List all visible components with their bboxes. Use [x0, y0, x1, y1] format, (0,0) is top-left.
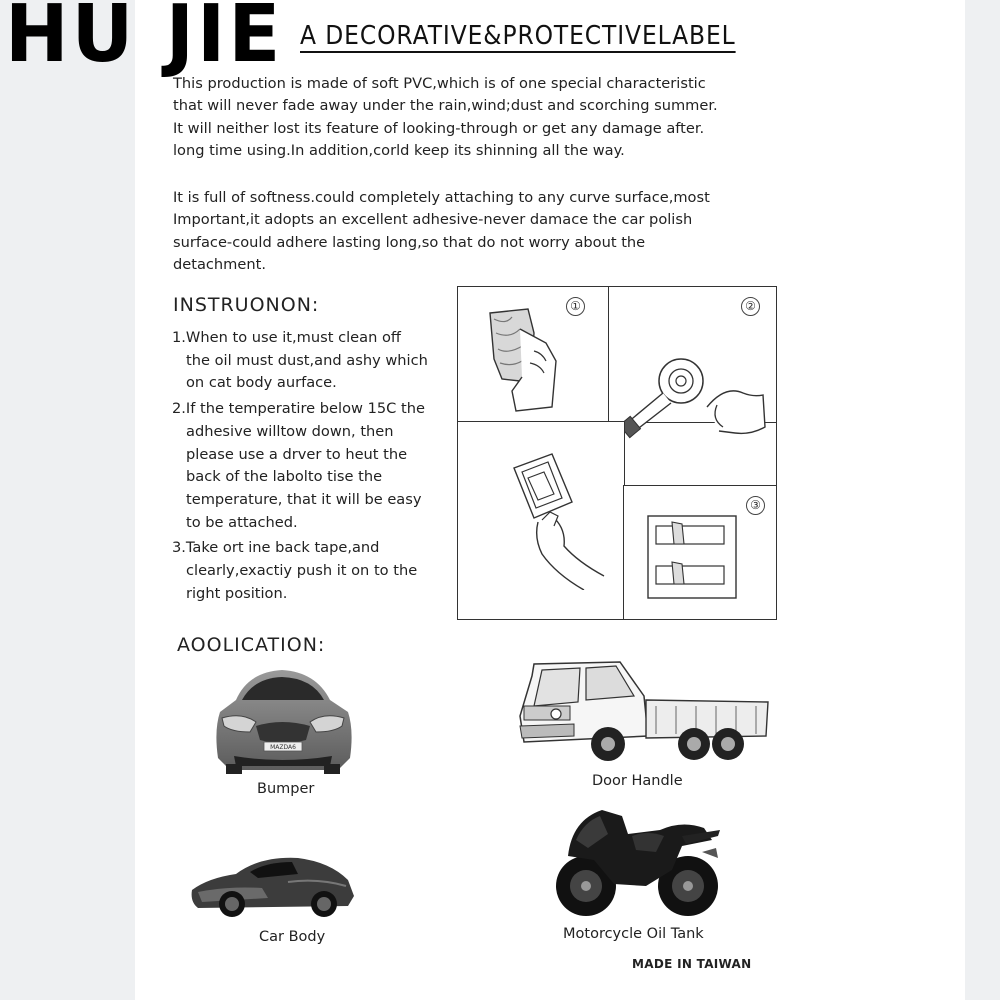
body-paragraph	[173, 187, 773, 277]
step-line: 1.When to use it,must clean off	[172, 329, 401, 346]
step-number-3: ③	[746, 496, 765, 515]
pickup-truck-image	[516, 656, 770, 768]
caption-motorcycle: Motorcycle Oil Tank	[563, 926, 704, 942]
application-heading: AOOLICATION:	[177, 634, 326, 656]
caption-car-body: Car Body	[259, 929, 326, 945]
step-3	[172, 537, 457, 605]
hair-dryer-icon	[613, 327, 773, 447]
step-line: the oil must dust,and ashy which	[186, 351, 428, 369]
peeling-label-icon	[508, 450, 618, 590]
brand-watermark: HU JIE	[5, 0, 284, 81]
intro-line: long time using.In addition,corld keep its shinning all the way.	[173, 142, 625, 160]
body-line: surface-could adhere lasting long,so that do not worry about the	[173, 233, 646, 251]
step-line: 2.If the temperatire below 15C the	[172, 400, 425, 418]
intro-line: This production is made of soft PVC,which is of one special characteristic	[173, 75, 706, 92]
diagram-panel-heat	[608, 286, 777, 423]
step-line: on cat body aurface.	[186, 374, 337, 392]
step-number-1: ①	[566, 297, 585, 316]
instruction-heading: INSTRUONON:	[173, 294, 320, 316]
sedan-car-image	[212, 660, 354, 776]
cleaning-cloth-icon	[476, 303, 581, 415]
body-line: It is full of softness.could completely attaching to any curve surface,most	[173, 189, 710, 206]
step-line: right position.	[186, 584, 288, 602]
step-line: temperature, that it will be easy	[186, 490, 422, 508]
license-plate: MAZDA6	[270, 744, 296, 751]
step-1	[172, 327, 457, 395]
body-line: detachment.	[173, 256, 266, 274]
step-line: adhesive willtow down, then	[186, 422, 394, 440]
step-line: clearly,exactiy push it on to the	[186, 562, 418, 580]
diagram-panel-apply	[623, 485, 777, 620]
intro-line: that will never fade away under the rain,wind;dust and scorching summer.	[173, 97, 718, 115]
step-line: please use a drver to heut the	[186, 445, 408, 463]
instruction-diagram	[457, 286, 775, 618]
step-line: to be attached.	[186, 513, 298, 531]
motorcycle-image	[552, 800, 722, 922]
intro-paragraph	[173, 73, 773, 163]
body-line: Important,it adopts an excellent adhesive-never damace the car polish	[173, 211, 693, 229]
step-number-2: ②	[741, 297, 760, 316]
diagram-panel-clean	[457, 286, 610, 423]
caption-door-handle: Door Handle	[592, 773, 683, 789]
intro-line: It will neither lost its feature of looking-through or get any damage after.	[173, 119, 705, 137]
step-2	[172, 398, 457, 534]
instruction-steps	[172, 327, 457, 608]
diagram-panel-peel	[457, 421, 625, 620]
made-in-label: MADE IN TAIWAN	[632, 957, 752, 971]
applied-label-icon	[646, 514, 742, 604]
sports-car-image	[188, 850, 358, 920]
step-line: 3.Take ort ine back tape,and	[172, 539, 380, 557]
document-title: A DECORATIVE&PROTECTIVELABEL	[300, 21, 736, 51]
step-line: back of the labolto tise the	[186, 468, 383, 486]
caption-bumper: Bumper	[257, 781, 315, 797]
